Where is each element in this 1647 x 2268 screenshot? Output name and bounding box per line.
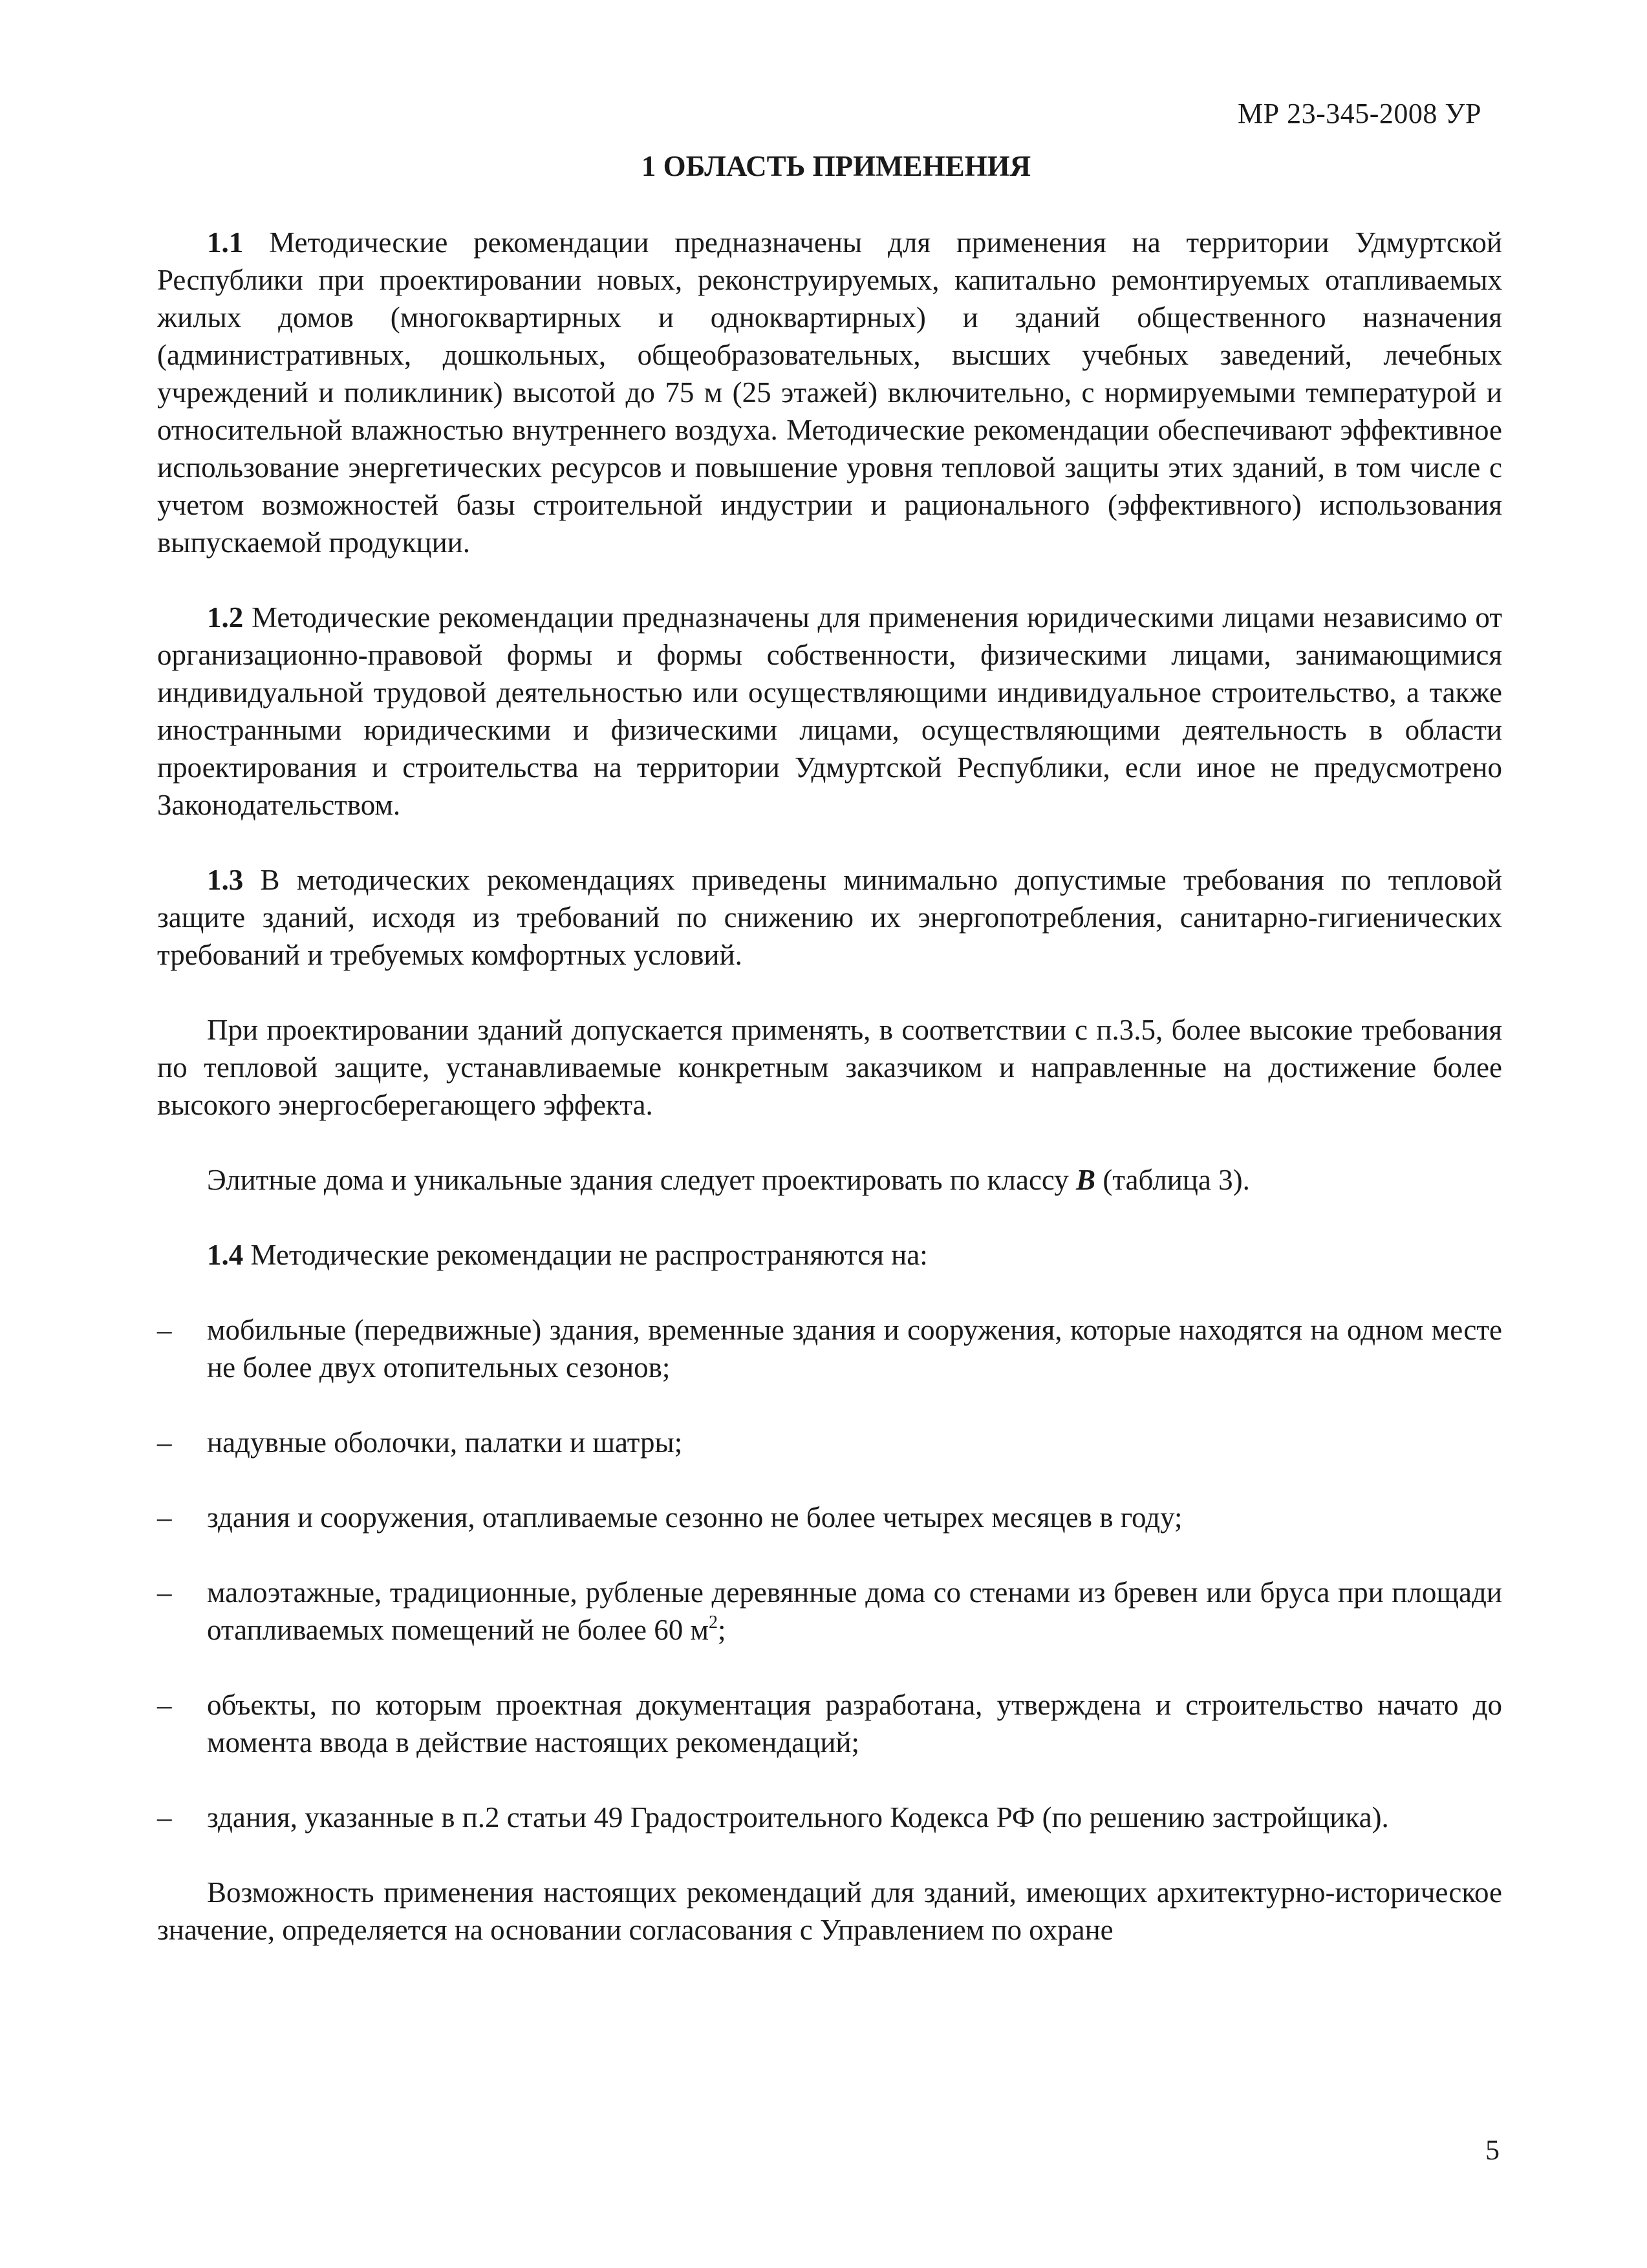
paragraph-text: При проектировании зданий допускается применять, в соответствии с п.3.5, более высокие требования по тепловой защите, устанавливаемые конкретным заказчиком и направленные на достижение более высокого энергосберегающего эффекта. bbox=[157, 1014, 1502, 1121]
paragraph-text: В методических рекомендациях приведены минимально допустимые требования по тепловой защите зданий, исходя из требований по снижению их энергопотребления, санитарно-гигиенических требований и требуемых комфортных условий. bbox=[157, 864, 1502, 971]
list-item-text: здания, указанные в п.2 статьи 49 Градостроительного Кодекса РФ (по решению застройщика). bbox=[207, 1801, 1389, 1834]
paragraph-1-1 bbox=[157, 224, 1502, 561]
paragraph-text: Возможность применения настоящих рекомендаций для зданий, имеющих архитектурно-историческое значение, определяется на основании согласования с Управлением по охране bbox=[157, 1876, 1502, 1946]
paragraph-1-4 bbox=[157, 1236, 1502, 1274]
list-item bbox=[157, 1424, 1502, 1461]
list-item-text: мобильные (передвижные) здания, временные здания и сооружения, которые находятся на одном месте не более двух отопительных сезонов; bbox=[207, 1314, 1502, 1384]
dash-bullet: – bbox=[157, 1314, 172, 1346]
paragraph-1-2 bbox=[157, 599, 1502, 824]
dash-bullet: – bbox=[157, 1426, 172, 1459]
list-item bbox=[157, 1499, 1502, 1536]
clause-number: 1.2 bbox=[207, 601, 244, 634]
page-number: 5 bbox=[1485, 2134, 1500, 2166]
document-code: МР 23-345-2008 УР bbox=[1237, 98, 1481, 129]
paragraph-text-tail: (таблица 3). bbox=[1103, 1164, 1250, 1196]
dash-bullet: – bbox=[157, 1801, 172, 1834]
paragraph-historical-buildings bbox=[157, 1874, 1502, 1949]
exclusions-list bbox=[157, 1311, 1502, 1836]
paragraph-elite-buildings bbox=[157, 1161, 1502, 1199]
dash-bullet: – bbox=[157, 1576, 172, 1609]
list-item-tail: ; bbox=[717, 1614, 726, 1646]
list-item bbox=[157, 1311, 1502, 1386]
list-item-text: надувные оболочки, палатки и шатры; bbox=[207, 1426, 683, 1459]
superscript-2: 2 bbox=[708, 1612, 718, 1632]
paragraph-text: Элитные дома и уникальные здания следует проектировать по классу bbox=[207, 1164, 1069, 1196]
clause-number: 1.3 bbox=[207, 864, 244, 896]
list-item-text: объекты, по которым проектная документация разработана, утверждена и строительство начато до момента ввода в действие настоящих рекомендаций; bbox=[207, 1689, 1502, 1759]
page-content bbox=[157, 147, 1502, 1949]
clause-number: 1.1 bbox=[207, 226, 244, 259]
paragraph-text: Методические рекомендации предназначены для применения на территории Удмуртской Республики при проектировании новых, реконструируемых, капитально ремонтируемых отапливаемых жилых домов (многоквартирных и одноквартирных) и зданий общественного назначения (административных, дошкольных, общеобразовательных, высших учебных заведений, лечебных учреждений и поликлиник) высотой до 75 м (25 этажей) включительно, с нормируемыми температурой и относительной влажностью внутреннего воздуха. Методические рекомендации обеспечивают эффективное использование энергетических ресурсов и повышение уровня тепловой защиты этих зданий, в том числе с учетом возможностей базы строительной индустрии и рационального (эффективного) использования выпускаемой продукции. bbox=[157, 226, 1502, 559]
paragraph-text: Методические рекомендации не распространяются на: bbox=[250, 1239, 928, 1271]
clause-number: 1.4 bbox=[207, 1239, 244, 1271]
energy-class-letter: В bbox=[1076, 1164, 1096, 1196]
list-item bbox=[157, 1686, 1502, 1761]
paragraph-design-requirements bbox=[157, 1011, 1502, 1124]
dash-bullet: – bbox=[157, 1689, 172, 1721]
list-item bbox=[157, 1574, 1502, 1649]
paragraph-1-3 bbox=[157, 861, 1502, 974]
list-item-text: здания и сооружения, отапливаемые сезонно не более четырех месяцев в году; bbox=[207, 1501, 1183, 1534]
list-item bbox=[157, 1799, 1502, 1836]
list-item-text: малоэтажные, традиционные, рубленые деревянные дома со стенами из бревен или бруса при площади отапливаемых помещений не более 60 м bbox=[207, 1576, 1502, 1646]
dash-bullet: – bbox=[157, 1501, 172, 1534]
paragraph-text: Методические рекомендации предназначены для применения юридическими лицами независимо от организационно-правовой формы и формы собственности, физическими лицами, занимающимися индивидуальной трудовой деятельностью или осуществляющими индивидуальное строительство, а также иностранными юридическими и физическими лицами, осуществляющими деятельность в области проектирования и строительства на территории Удмуртской Республики, если иное не предусмотрено Законодательством. bbox=[157, 601, 1503, 821]
section-title: 1 ОБЛАСТЬ ПРИМЕНЕНИЯ bbox=[641, 150, 1031, 182]
